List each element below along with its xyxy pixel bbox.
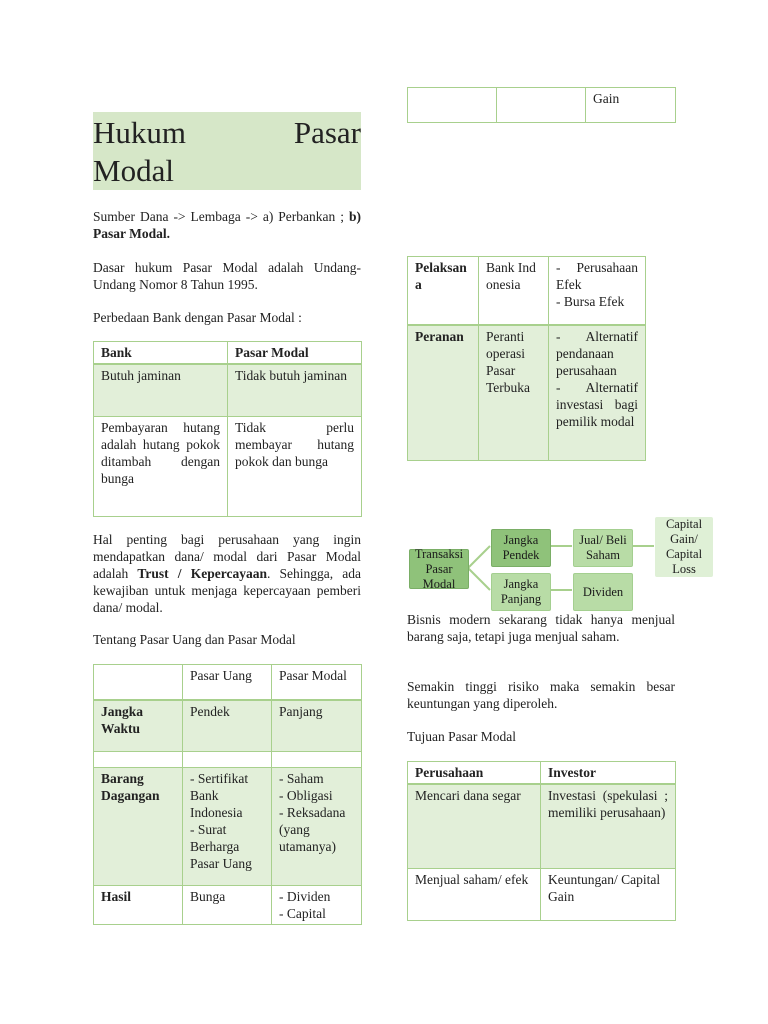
table-row	[408, 784, 676, 868]
table-header-cell: Pasar Modal	[272, 665, 362, 700]
table-row	[94, 700, 362, 752]
table-header-cell: Investor	[541, 762, 676, 785]
table-header-cell	[94, 665, 183, 700]
table-row	[94, 364, 362, 416]
diagram-node-buy-sell: Jual/ Beli Saham	[573, 529, 633, 567]
table-header-cell: Perusahaan	[408, 762, 541, 785]
trust-paragraph	[93, 531, 361, 616]
table-cell: Keuntungan/ Capital Gain	[541, 868, 676, 920]
intro-p1-bold: b) Pasar Modal.	[93, 209, 361, 241]
tujuan-table	[407, 761, 676, 921]
intro-p1-text: Sumber Dana -> Lembaga -> a) Perbankan ;	[93, 209, 349, 224]
pasar-uang-table	[93, 664, 362, 925]
table-cell	[408, 88, 497, 123]
table-cell: - Saham - Obligasi - Reksadana (yang utamanya)	[272, 768, 362, 886]
table-row-label: Hasil	[94, 886, 183, 925]
table-cell	[497, 88, 586, 123]
bank-comparison-table	[93, 341, 362, 517]
table-cell: Panjang	[272, 700, 362, 752]
pelaksana-table	[407, 256, 646, 461]
right-paragraph-2: Semakin tinggi risiko maka semakin besar keuntungan yang diperoleh.	[407, 679, 675, 711]
table-cell	[94, 752, 183, 768]
title-line-2: Modal	[93, 153, 174, 188]
intro-paragraph-1	[93, 208, 361, 242]
right-paragraph-3: Tujuan Pasar Modal	[407, 729, 517, 744]
table-row	[94, 886, 362, 925]
table-cell: Bank Indonesia	[479, 257, 549, 325]
table-cell: Pendek	[183, 700, 272, 752]
table-header-cell: Pasar Modal	[228, 342, 362, 365]
diagram-node-dividend: Dividen	[573, 573, 633, 611]
table-row	[408, 88, 676, 123]
intro-paragraph-2: Dasar hukum Pasar Modal adalah Undang-Undang Nomor 8 Tahun 1995.	[93, 260, 361, 292]
page-title	[93, 112, 361, 190]
table-cell: Gain	[586, 88, 676, 123]
table-cell: Investasi (spekulasi ; memiliki perusahaan)	[541, 784, 676, 868]
title-word-2: Pasar	[293, 115, 361, 150]
table-cell: Tidak butuh jaminan	[228, 364, 362, 416]
trust-text-after: . Sehingga, ada kewajiban untuk menjaga kepercayaan pemberi dana/ modal.	[93, 566, 361, 615]
right-paragraph-1: Bisnis modern sekarang tidak hanya menjual barang saja, tetapi juga menjual saham.	[407, 612, 675, 644]
table-row	[94, 752, 362, 768]
table-cell: Bunga	[183, 886, 272, 925]
table-row-label: Pelaksana	[408, 257, 479, 325]
table-cell: Peranti operasi Pasar Terbuka	[479, 325, 549, 461]
table-cell: - Dividen - Capital	[272, 886, 362, 925]
connector-line	[468, 568, 490, 590]
table-row-label: Jangka Waktu	[94, 700, 183, 752]
table-cell: Butuh jaminan	[94, 364, 228, 416]
table-header-cell: Pasar Uang	[183, 665, 272, 700]
table-cell: Mencari dana segar	[408, 784, 541, 868]
table-row	[94, 768, 362, 886]
table-cell: - Sertifikat Bank Indonesia - Surat Berharga Pasar Uang	[183, 768, 272, 886]
table-row	[94, 416, 362, 516]
table-cell: - Alternatif pendanaan perusahaan - Alternatif investasi bagi pemilik modal	[549, 325, 646, 461]
table-header-row	[94, 665, 362, 700]
intro-paragraph-3: Perbedaan Bank dengan Pasar Modal :	[93, 310, 302, 325]
continuation-table	[407, 87, 676, 123]
table-cell	[183, 752, 272, 768]
table-cell: Tidak perlu membayar hutang pokok dan bunga	[228, 416, 362, 516]
table-cell: Pembayaran hutang adalah hutang pokok ditambah dengan bunga	[94, 416, 228, 516]
diagram-node-root: Transaksi Pasar Modal	[409, 549, 469, 589]
trust-text-before: Hal penting bagi perusahaan yang ingin mendapatkan dana/ modal dari Pasar Modal adalah	[93, 532, 361, 581]
table-row	[408, 325, 646, 461]
trust-text-bold: Trust / Kepercayaan	[137, 566, 267, 581]
table-row-label: Peranan	[408, 325, 479, 461]
table-row	[408, 868, 676, 920]
connector-line	[468, 546, 490, 568]
table-row	[408, 257, 646, 325]
diagram-node-long-term: Jangka Panjang	[491, 573, 551, 611]
table-cell: - Perusahaan Efek - Bursa Efek	[549, 257, 646, 325]
table-row-label: Barang Dagangan	[94, 768, 183, 886]
pasar-uang-heading: Tentang Pasar Uang dan Pasar Modal	[93, 632, 296, 647]
table-header-cell: Bank	[94, 342, 228, 365]
diagram-node-capital: Capital Gain/ Capital Loss	[655, 517, 713, 577]
table-header-row	[408, 762, 676, 785]
diagram-node-short-term: Jangka Pendek	[491, 529, 551, 567]
title-word-1: Hukum	[93, 115, 186, 150]
table-cell	[272, 752, 362, 768]
table-header-row	[94, 342, 362, 365]
table-cell: Menjual saham/ efek	[408, 868, 541, 920]
